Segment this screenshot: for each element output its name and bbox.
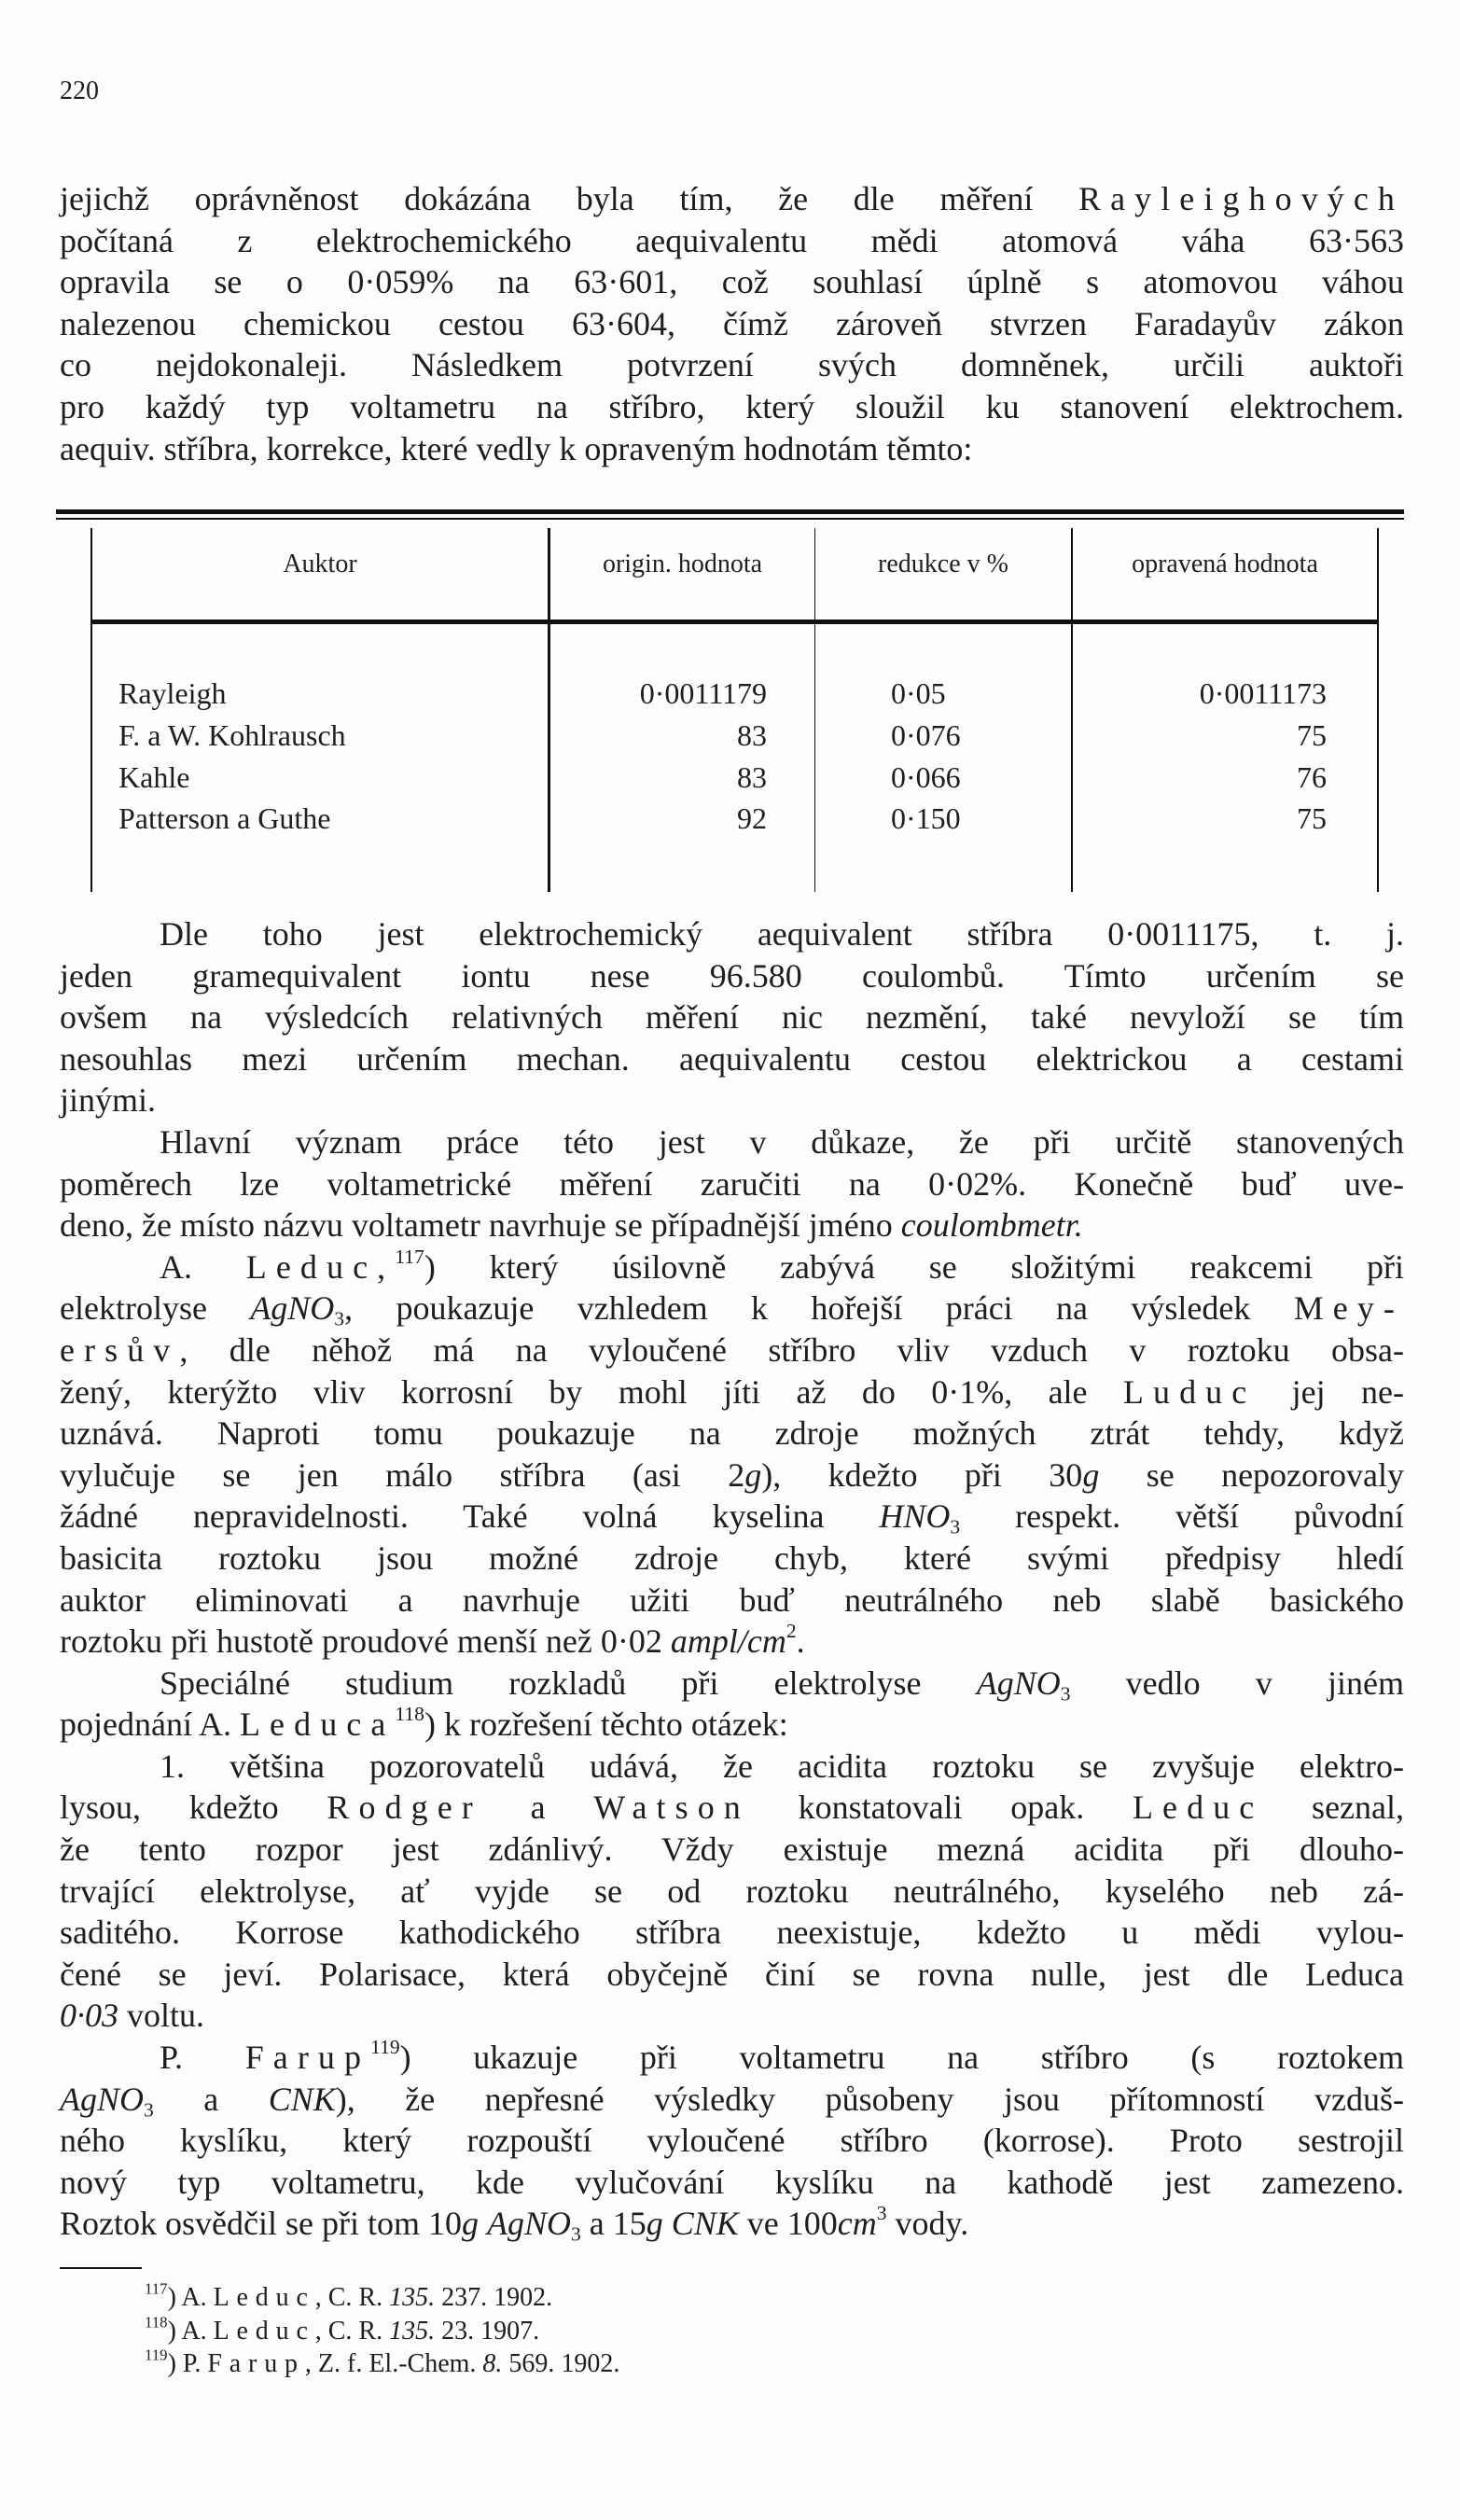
text-run: a (481, 1789, 594, 1827)
text-run: pro každý typ voltametru na stříbro, který sloužil ku stanovení elektrochem. (60, 387, 1404, 425)
footnotes (145, 2281, 619, 2381)
table-cell-value: 0·05 (891, 676, 946, 710)
styled-text: CNK (268, 2080, 336, 2118)
text-run: jej ne- (1256, 1372, 1404, 1411)
text-run: jeden gramequivalent iontu nese 96.580 coulombů. Tímto určením se (60, 956, 1404, 995)
text-run: ), kdežto při 30 (761, 1455, 1083, 1494)
table-cell-value: 75 (1297, 801, 1327, 835)
text-run: A. (160, 1247, 246, 1286)
styled-text: 3 (950, 1515, 961, 1538)
styled-text: Farup (207, 2349, 305, 2378)
text-line (60, 1413, 1404, 1455)
text-run: auktor eliminovati a navrhuje užiti buď neutrálného neb slabě basického (60, 1580, 1404, 1619)
text-line (60, 1787, 1404, 1829)
text-run: seznal, (1263, 1789, 1405, 1827)
table-cell-value: 0·0011179 (639, 676, 767, 710)
table-cell-value: 83 (737, 718, 767, 752)
text-run: , C. R. (314, 2316, 390, 2346)
table-cell-value: 92 (737, 801, 767, 835)
text-run: deno, že místo názvu voltametr navrhuje se případnější jméno (60, 1206, 901, 1245)
text-run: ) A. (167, 2283, 214, 2312)
text-run (479, 2205, 487, 2242)
text-run: Dle toho jest elektrochemický aequivalent stříbra 0·0011175, t. j. (160, 915, 1404, 953)
styled-text: ampl/cm (670, 1622, 786, 1661)
text-run: lysou, kdežto (60, 1789, 327, 1827)
text-line (60, 1746, 1404, 1788)
styled-text: 3 (144, 2098, 154, 2122)
text-run: 1. většina pozorovatelů udává, že acidita roztoku se zvyšuje elektro- (160, 1747, 1404, 1785)
text-run: ), že nepřesné výsledky působeny jsou přítomností vzduš- (335, 2080, 1404, 2118)
text-line (60, 2203, 1404, 2245)
text-line (60, 996, 1404, 1038)
text-run: se nepozorovaly (1099, 1455, 1405, 1494)
styled-text: 0·03 (60, 1997, 118, 2035)
styled-text: Farup (244, 2039, 371, 2077)
footnote (145, 2281, 619, 2315)
text-line (60, 2037, 1404, 2079)
text-run: , Z. f. El.-Chem. (304, 2349, 483, 2378)
text-run: a (153, 2080, 269, 2118)
text-line (60, 1455, 1404, 1497)
text-run: vedlo v jiném (1070, 1664, 1404, 1702)
text-run: vylučuje se jen málo stříbra (asi 2 (60, 1455, 745, 1494)
styled-text: HNO (879, 1497, 951, 1536)
text-line (60, 1829, 1404, 1871)
text-run: voltu. (118, 1997, 205, 2035)
text-line (60, 1663, 1404, 1705)
text-run: ného kyslíku, který rozpouští vyloučené stříbro (korrose). Proto sestrojil (60, 2122, 1404, 2160)
body-text (60, 913, 1404, 2245)
text-line (60, 303, 1404, 345)
text-run: nesouhlas mezi určením mechan. aequivalentu cestou elektrickou a cestami (60, 1039, 1404, 1078)
footnote-ref: 119 (370, 2035, 400, 2058)
footnote-rule (60, 2267, 142, 2269)
paragraph (60, 2037, 1404, 2245)
styled-text: ersův (60, 1330, 180, 1369)
text-run: nový typ voltametru, kde vylučování kyslíku na kathodě jest zamezeno. (60, 2163, 1404, 2201)
table-cell-author: F. a W. Kohlrausch (118, 718, 346, 752)
styled-text: Watson (593, 1789, 750, 1827)
text-run: 569. 1902. (502, 2349, 620, 2378)
text-run: počítaná z elektrochemického aequivalentu mědi atomová váha 63·563 (60, 221, 1404, 259)
text-line (60, 1079, 1404, 1121)
paragraph (60, 1746, 1404, 2037)
text-line (60, 1538, 1404, 1580)
text-run: elektrolyse (60, 1289, 251, 1328)
styled-text: 2 (786, 1619, 797, 1642)
text-line (60, 261, 1404, 303)
styled-text: Luduc (1122, 1372, 1257, 1411)
text-run: , C. R. (314, 2283, 390, 2312)
text-line (60, 913, 1404, 955)
text-line (60, 1954, 1404, 1996)
text-run (663, 2205, 672, 2242)
table-cell-author: Patterson a Guthe (118, 801, 331, 835)
text-run: , dle něhož má na vyloučené stříbro vliv vzduch v roztoku obsa- (179, 1330, 1404, 1369)
table-border-right (1377, 528, 1379, 892)
text-run: nalezenou chemickou cestou 63·604, čímž zároveň stvrzen Faradayův zákon (60, 304, 1404, 342)
text-run: že tento rozpor jest zdánlivý. Vždy existuje mezná acidita při dlouho- (60, 1831, 1404, 1869)
footnote-ref: 118 (145, 2312, 168, 2331)
text-run: ) A. (167, 2316, 214, 2346)
table-cell-author: Kahle (118, 760, 190, 794)
text-run: žený, kterýžto vliv korrosní by mohl jíti až do 0·1%, ale (60, 1372, 1123, 1411)
text-run: P. (160, 2039, 245, 2077)
text-line (60, 1995, 1404, 2037)
text-run: Speciálné studium rozkladů při elektrolyse (160, 1664, 977, 1702)
paragraph (60, 1121, 1404, 1246)
text-line (60, 1371, 1404, 1413)
text-run: jinými. (60, 1081, 157, 1120)
text-run: . (796, 1622, 805, 1661)
paragraph (60, 1663, 1404, 1746)
styled-text: Rodger (327, 1789, 482, 1827)
table-header: redukce v % (878, 550, 1008, 578)
table-cell-value: 0·076 (891, 718, 961, 752)
styled-text: AgNO (976, 1664, 1061, 1702)
table-cell-value: 0·150 (891, 801, 961, 835)
text-run: Roztok osvědčil se při tom 10 (60, 2205, 462, 2243)
text-run: co nejdokonaleji. Následkem potvrzení svých domněnek, určili auktoři (60, 346, 1404, 384)
styled-text: Mey- (1293, 1289, 1404, 1328)
text-line (60, 1330, 1404, 1371)
table-header: origin. hodnota (602, 550, 763, 578)
table-cell-value: 83 (737, 760, 767, 794)
text-run: konstatovali opak. (749, 1789, 1133, 1827)
styled-text: Leduc, (245, 1247, 396, 1286)
styled-text: Rayleighových (1078, 180, 1404, 217)
table-cell-value: 0·0011173 (1199, 676, 1327, 710)
text-run: trvající elektrolyse, ať vyjde se od roztoku neutrálného, kyselého neb zá- (60, 1872, 1404, 1910)
text-line (60, 1912, 1404, 1954)
text-run: žádné nepravidelnosti. Také volná kyselina (60, 1497, 880, 1536)
footnote-ref: 117 (395, 1245, 424, 1268)
footnote (145, 2312, 619, 2348)
text-run: 237. 1902. (435, 2283, 553, 2312)
text-run: respekt. větší původní (960, 1497, 1404, 1536)
text-line (60, 1163, 1404, 1205)
text-run: ve 100 (738, 2205, 838, 2243)
text-run: ) ukazuje při voltametru na stříbro (s roztokem (399, 2039, 1404, 2077)
text-line (60, 955, 1404, 997)
styled-text: 3 (334, 1307, 345, 1330)
text-line (60, 386, 1404, 428)
text-line (60, 344, 1404, 386)
styled-text: 3 (570, 2222, 581, 2246)
text-run: opravila se o 0·059% na 63·601, což souhlasí úplně s atomovou váhou (60, 263, 1404, 301)
text-run: uznává. Naproti tomu poukazuje na zdroje možných ztrát tehdy, když (60, 1414, 1404, 1453)
page-number: 220 (60, 77, 99, 105)
styled-text: Leduc (213, 2316, 315, 2346)
text-run: ovšem na výsledcích relativných měření nic nezmění, také nevyloží se tím (60, 998, 1404, 1037)
text-run: jejichž oprávněnost dokázána byla tím, že dle měření (60, 180, 1078, 217)
table-cell-author: Rayleigh (118, 676, 227, 710)
text-line (60, 1038, 1404, 1080)
text-line (60, 1121, 1404, 1163)
styled-text: AgNO (486, 2205, 571, 2243)
text-run: vody. (886, 2205, 969, 2243)
paragraph (60, 178, 1404, 469)
text-run: 23. 1907. (435, 2316, 540, 2346)
styled-text: g (646, 2205, 663, 2243)
text-line (60, 1621, 1404, 1663)
text-line (60, 428, 1404, 470)
table-cell-value: 0·066 (891, 760, 961, 794)
styled-text: Leduca (239, 1706, 396, 1744)
styled-text: Leduc (1132, 1789, 1264, 1827)
text-run: ) který úsilovně zabývá se složitými reakcemi při (424, 1247, 1404, 1286)
text-run: saditého. Korrose kathodického stříbra neexistuje, kdežto u mědi vylou- (60, 1914, 1404, 1952)
styled-text: cm (837, 2205, 877, 2243)
table-header: opravená hodnota (1132, 550, 1318, 578)
text-line (60, 1288, 1404, 1330)
table-cell-value: 75 (1297, 718, 1327, 752)
paragraph (60, 1246, 1404, 1663)
styled-text: g (744, 1455, 762, 1494)
text-line (60, 1580, 1404, 1622)
paragraph (60, 913, 1404, 1121)
footnote (145, 2347, 619, 2381)
styled-text: 135. (389, 2316, 436, 2346)
text-run: roztoku při hustotě proudové menší než 0·02 (60, 1622, 671, 1661)
text-line (60, 1204, 1404, 1246)
table-header: Auktor (283, 550, 357, 578)
styled-text: coulombmetr. (900, 1206, 1083, 1245)
text-line (60, 2079, 1404, 2121)
footnote-ref: 119 (145, 2346, 168, 2364)
text-line (60, 220, 1404, 262)
styled-text: 3 (876, 2202, 887, 2225)
styled-text: Leduc (213, 2283, 315, 2312)
styled-text: CNK (671, 2205, 739, 2243)
table-top-rule-thin (56, 518, 1404, 520)
text-line (60, 178, 1404, 220)
footnote-ref: 117 (145, 2279, 168, 2298)
text-run: a 15 (580, 2205, 647, 2243)
table-cell-value: 76 (1297, 760, 1327, 794)
styled-text: 3 (1060, 1682, 1071, 1706)
text-line (60, 2120, 1404, 2162)
text-run: ) P. (167, 2349, 208, 2378)
text-run: čené se jeví. Polarisace, která obyčejně činí se rovna nulle, jest dle Leduca (60, 1955, 1404, 1993)
styled-text: 8. (482, 2349, 503, 2378)
table-top-rule (56, 509, 1404, 514)
table-header-rule (91, 620, 1377, 624)
text-line (60, 1496, 1404, 1538)
styled-text: AgNO (250, 1289, 335, 1328)
text-line (60, 1246, 1404, 1288)
text-run: pojednání A. (60, 1706, 240, 1744)
text-line (60, 1704, 1404, 1746)
styled-text: g (1082, 1455, 1100, 1494)
text-run: aequiv. stříbra, korrekce, které vedly k opraveným hodnotám těmto: (60, 429, 973, 467)
intro-paragraph (60, 178, 1404, 469)
styled-text: AgNO (60, 2080, 144, 2118)
text-run: ) k rozřešení těchto otázek: (424, 1706, 788, 1744)
styled-text: g (461, 2205, 479, 2243)
text-line (60, 1871, 1404, 1913)
text-run: , poukazuje vzhledem k hořejší práci na výsledek (344, 1289, 1294, 1328)
text-run: poměrech lze voltametrické měření zaručiti na 0·02%. Konečně buď uve- (60, 1164, 1404, 1203)
styled-text: 135. (389, 2283, 436, 2312)
footnote-ref: 118 (395, 1703, 424, 1726)
text-run: basicita roztoku jsou možné zdroje chyb, které svými předpisy hledí (60, 1538, 1404, 1577)
text-run: Hlavní význam práce této jest v důkaze, že při určitě stanovených (160, 1122, 1404, 1161)
text-line (60, 2162, 1404, 2204)
